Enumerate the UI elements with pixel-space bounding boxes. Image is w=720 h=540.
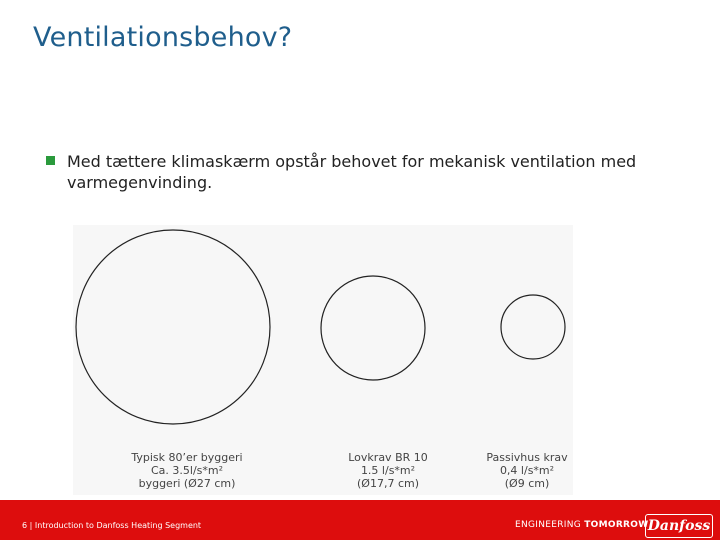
slogan-prefix: ENGINEERING (515, 520, 585, 530)
caption-passive-house (457, 451, 597, 490)
footer-info (22, 521, 201, 530)
caption-line: (Ø9 cm) (504, 477, 550, 490)
caption-line: 0,4 l/s*m² (499, 464, 555, 477)
caption-line: 1.5 l/s*m² (360, 464, 416, 477)
footer-bar (0, 500, 720, 540)
caption-line: Passivhus krav (486, 451, 568, 464)
danfoss-logo: Danfoss (645, 514, 713, 538)
slogan-bold: TOMORROW (584, 520, 649, 530)
bullet-text: Med tættere klimaskærm opstår behovet for mekanisk ventilation med varmegenvinding. (67, 152, 637, 192)
caption-line: Lovkrav BR 10 (348, 451, 428, 464)
caption-line: byggeri (Ø27 cm) (138, 477, 236, 490)
caption-line: Ca. 3.5l/s*m² (150, 464, 224, 477)
footer-separator: | (29, 521, 33, 530)
circle-comparison-figure (73, 225, 573, 495)
circle-br10 (321, 276, 425, 380)
caption-br10 (318, 451, 458, 490)
circle-80s-building (76, 230, 270, 424)
caption-line: (Ø17,7 cm) (357, 477, 419, 490)
bullet-square-icon (46, 156, 55, 165)
presentation-title: Introduction to Danfoss Heating Segment (34, 521, 202, 530)
circle-passive-house (501, 295, 565, 359)
bullet-item (47, 151, 687, 193)
slide-title: Ventilationsbehov? (33, 22, 293, 53)
page-number: 6 (22, 521, 28, 530)
caption-line: Typisk 80’er byggeri (131, 451, 243, 464)
caption-80s-building (117, 451, 257, 490)
company-slogan (515, 520, 648, 530)
